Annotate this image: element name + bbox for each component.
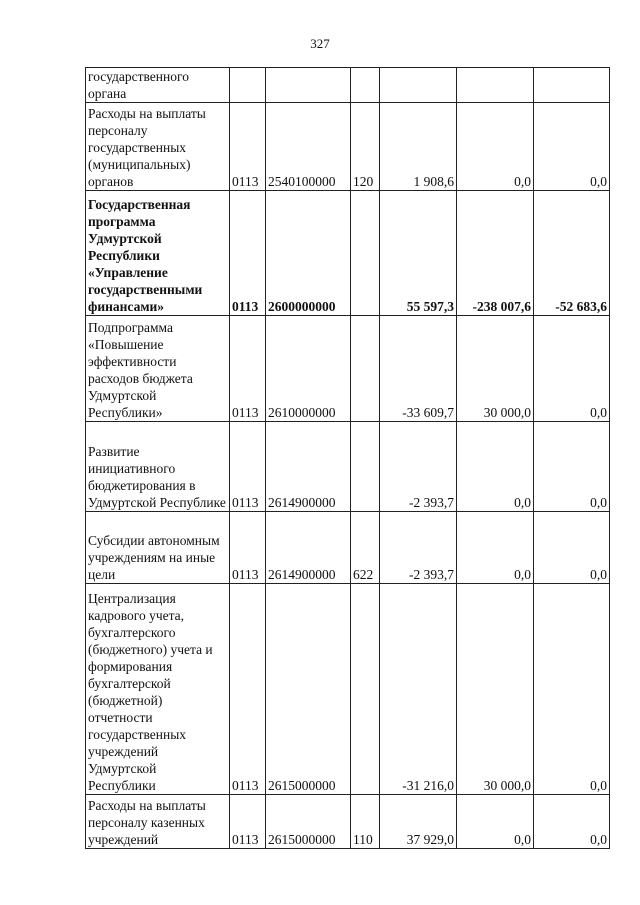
target-code: 2610000000	[266, 316, 351, 422]
amount-1: 37 929,0	[380, 795, 457, 849]
amount-1: -31 216,0	[380, 584, 457, 795]
amount-2: 0,0	[457, 103, 534, 191]
expense-type-code	[351, 584, 380, 795]
target-code: 2615000000	[266, 584, 351, 795]
section-code: 0113	[230, 795, 266, 849]
expense-type-code	[351, 422, 380, 512]
table-row	[86, 103, 610, 191]
row-name: Государственная программа Удмуртской Республики «Управление государственными финансами»	[86, 191, 230, 316]
amount-2: 30 000,0	[457, 584, 534, 795]
row-name: Расходы на выплаты персоналу государственных (муниципальных) органов	[86, 103, 230, 191]
section-code: 0113	[230, 191, 266, 316]
table-row	[86, 584, 610, 795]
amount-3: 0,0	[534, 795, 610, 849]
table-row	[86, 795, 610, 849]
amount-1: -2 393,7	[380, 422, 457, 512]
section-code: 0113	[230, 584, 266, 795]
target-code: 2615000000	[266, 795, 351, 849]
amount-1: 1 908,6	[380, 103, 457, 191]
row-name: государственного органа	[86, 68, 230, 103]
table-row	[86, 512, 610, 584]
expense-type-code: 622	[351, 512, 380, 584]
amount-3: -52 683,6	[534, 191, 610, 316]
target-code: 2614900000	[266, 512, 351, 584]
amount-3: 0,0	[534, 584, 610, 795]
expense-type-code	[351, 68, 380, 103]
amount-1: -33 609,7	[380, 316, 457, 422]
amount-2: 0,0	[457, 422, 534, 512]
table-row	[86, 191, 610, 316]
expense-type-code	[351, 316, 380, 422]
table-row	[86, 422, 610, 512]
amount-1: 55 597,3	[380, 191, 457, 316]
amount-3: 0,0	[534, 422, 610, 512]
section-code: 0113	[230, 316, 266, 422]
section-code: 0113	[230, 512, 266, 584]
expense-type-code	[351, 191, 380, 316]
amount-3: 0,0	[534, 512, 610, 584]
amount-2: -238 007,6	[457, 191, 534, 316]
amount-1: -2 393,7	[380, 512, 457, 584]
row-name: Расходы на выплаты персоналу казенных учреждений	[86, 795, 230, 849]
expense-type-code: 110	[351, 795, 380, 849]
table-row	[86, 68, 610, 103]
section-code: 0113	[230, 103, 266, 191]
target-code: 2614900000	[266, 422, 351, 512]
row-name: Развитие инициативного бюджетирования в Удмуртской Республике	[86, 422, 230, 512]
amount-3	[534, 68, 610, 103]
row-name: Субсидии автономным учреждениям на иные цели	[86, 512, 230, 584]
page-number: 327	[310, 36, 330, 51]
budget-table-body	[86, 68, 610, 849]
row-name: Централизация кадрового учета, бухгалтерского (бюджетного) учета и формирования бухгалтерской (бюджетной) отчетности государственных учреждений Удмуртской Республики	[86, 584, 230, 795]
expense-type-code: 120	[351, 103, 380, 191]
amount-2	[457, 68, 534, 103]
budget-table	[85, 67, 610, 849]
section-code	[230, 68, 266, 103]
target-code: 2600000000	[266, 191, 351, 316]
section-code: 0113	[230, 422, 266, 512]
amount-3: 0,0	[534, 103, 610, 191]
target-code	[266, 68, 351, 103]
table-row	[86, 316, 610, 422]
amount-2: 0,0	[457, 795, 534, 849]
target-code: 2540100000	[266, 103, 351, 191]
amount-2: 0,0	[457, 512, 534, 584]
amount-3: 0,0	[534, 316, 610, 422]
amount-1	[380, 68, 457, 103]
amount-2: 30 000,0	[457, 316, 534, 422]
row-name: Подпрограмма «Повышение эффективности расходов бюджета Удмуртской Республики»	[86, 316, 230, 422]
